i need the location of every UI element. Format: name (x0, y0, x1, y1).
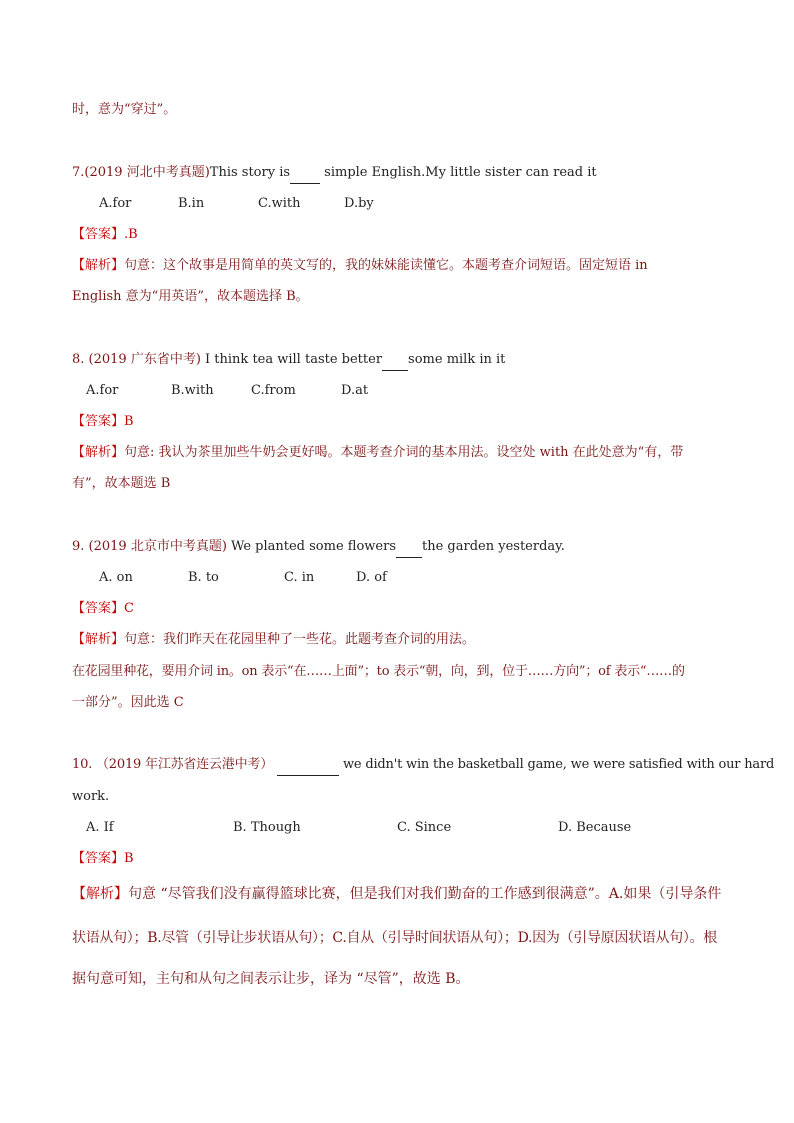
previous-analysis-tail: 时，意为“穿过”。 (72, 102, 177, 117)
question-9-stem (72, 537, 734, 558)
answer-tag: 【答案】 (72, 227, 125, 242)
answer-blank (382, 350, 408, 371)
question-8-stem (72, 350, 734, 371)
question-number: 7. (72, 165, 85, 180)
question-7-analysis-line-1 (72, 256, 734, 276)
stem-before-blank: I think tea will taste better (200, 352, 383, 367)
question-number: 9. (72, 539, 85, 554)
question-8-analysis-line-2: 有”，故本题选 B (72, 476, 171, 491)
question-9-analysis-line-2: 在花园里种花，要用介词 in。on 表示“在……上面”；to 表示“朝，向，到，位于……方向”；of 表示“……的 (72, 664, 685, 679)
answer-tag: 【答案】 (72, 414, 125, 429)
question-7-answer (72, 225, 734, 245)
option-c: C.with (258, 196, 301, 211)
question-10-analysis-line-1 (72, 884, 734, 904)
question-7-stem (72, 163, 734, 184)
question-10-analysis-line-2: 状语从句）；B.尽管（引导让步状语从句）；C.自从（引导时间状语从句）；D.因为（引导原因状语从句）。根 (72, 930, 717, 946)
option-c: C. Since (397, 820, 452, 835)
question-8-analysis-line-1 (72, 443, 734, 463)
stem-before-blank: This story is (209, 165, 291, 180)
answer-tag: 【答案】 (72, 851, 125, 866)
question-10-stem (72, 755, 775, 776)
option-a: A. on (99, 570, 133, 585)
option-d: D. Because (558, 820, 632, 835)
question-source: （2019 年江苏省连云港中考） (92, 757, 274, 772)
answer-blank (277, 755, 339, 776)
question-9-answer (72, 599, 734, 619)
option-a: A.for (99, 196, 132, 211)
question-source: (2019 广东省中考) (84, 352, 201, 367)
analysis-text: 句意：这个故事是用简单的英文写的，我的妹妹能读懂它。本题考查介词短语。固定短语 in (124, 258, 648, 273)
stem-continuation: work. (72, 789, 110, 804)
option-a: A.for (86, 383, 119, 398)
question-source: (2019 北京市中考真题) (84, 539, 227, 554)
question-8-answer (72, 412, 734, 432)
answer-blank (396, 537, 422, 558)
option-c: C. in (284, 570, 315, 585)
stem-before-blank: We planted some flowers (226, 539, 396, 554)
question-source: (2019 河北中考真题) (84, 165, 210, 180)
question-7-analysis-line-2: English 意为“用英语”，故本题选择 B。 (72, 289, 309, 304)
stem-after-blank: the garden yesterday. (422, 539, 565, 554)
analysis-tag: 【解析】 (72, 886, 128, 902)
option-a: A. If (86, 820, 114, 835)
question-10-answer (72, 849, 734, 869)
option-d: D.by (344, 196, 374, 211)
analysis-tag: 【解析】 (72, 445, 125, 460)
question-9-analysis-line-3: 一部分”。因此选 C (72, 695, 184, 710)
question-number: 8. (72, 352, 85, 367)
analysis-tag: 【解析】 (72, 632, 125, 647)
question-9-analysis-line-1 (72, 630, 734, 650)
option-c: C.from (251, 383, 296, 398)
analysis-text: 句意：我们昨天在花园里种了一些花。此题考查介词的用法。 (124, 632, 476, 647)
option-b: B. to (188, 570, 219, 585)
answer-value: B (124, 414, 134, 429)
option-d: D.at (341, 383, 369, 398)
analysis-tag: 【解析】 (72, 258, 125, 273)
answer-value: C (124, 601, 134, 616)
option-d: D. of (356, 570, 387, 585)
answer-value: .B (124, 227, 138, 242)
option-b: B.in (178, 196, 205, 211)
question-10-stem-line-2 (72, 787, 734, 807)
question-number: 10. (72, 757, 93, 772)
answer-value: B (124, 851, 134, 866)
answer-tag: 【答案】 (72, 601, 125, 616)
question-10-analysis-line-3: 据句意可知，主句和从句之间表示让步，译为 “尽管”，故选 B。 (72, 971, 470, 987)
option-b: B.with (171, 383, 214, 398)
stem-after-blank: we didn't win the basketball game, we were satisfied with our hard (339, 757, 775, 772)
stem-after-blank: simple English.My little sister can read it (320, 165, 597, 180)
answer-blank (290, 163, 320, 184)
analysis-text: 句意: 我认为茶里加些牛奶会更好喝。本题考查介词的基本用法。设空处 with 在此处意为“有，带 (124, 445, 684, 460)
option-b: B. Though (233, 820, 301, 835)
analysis-text: 句意 “尽管我们没有赢得篮球比赛，但是我们对我们勤奋的工作感到很满意”。A.如果（引导条件 (128, 886, 722, 902)
stem-after-blank: some milk in it (408, 352, 506, 367)
